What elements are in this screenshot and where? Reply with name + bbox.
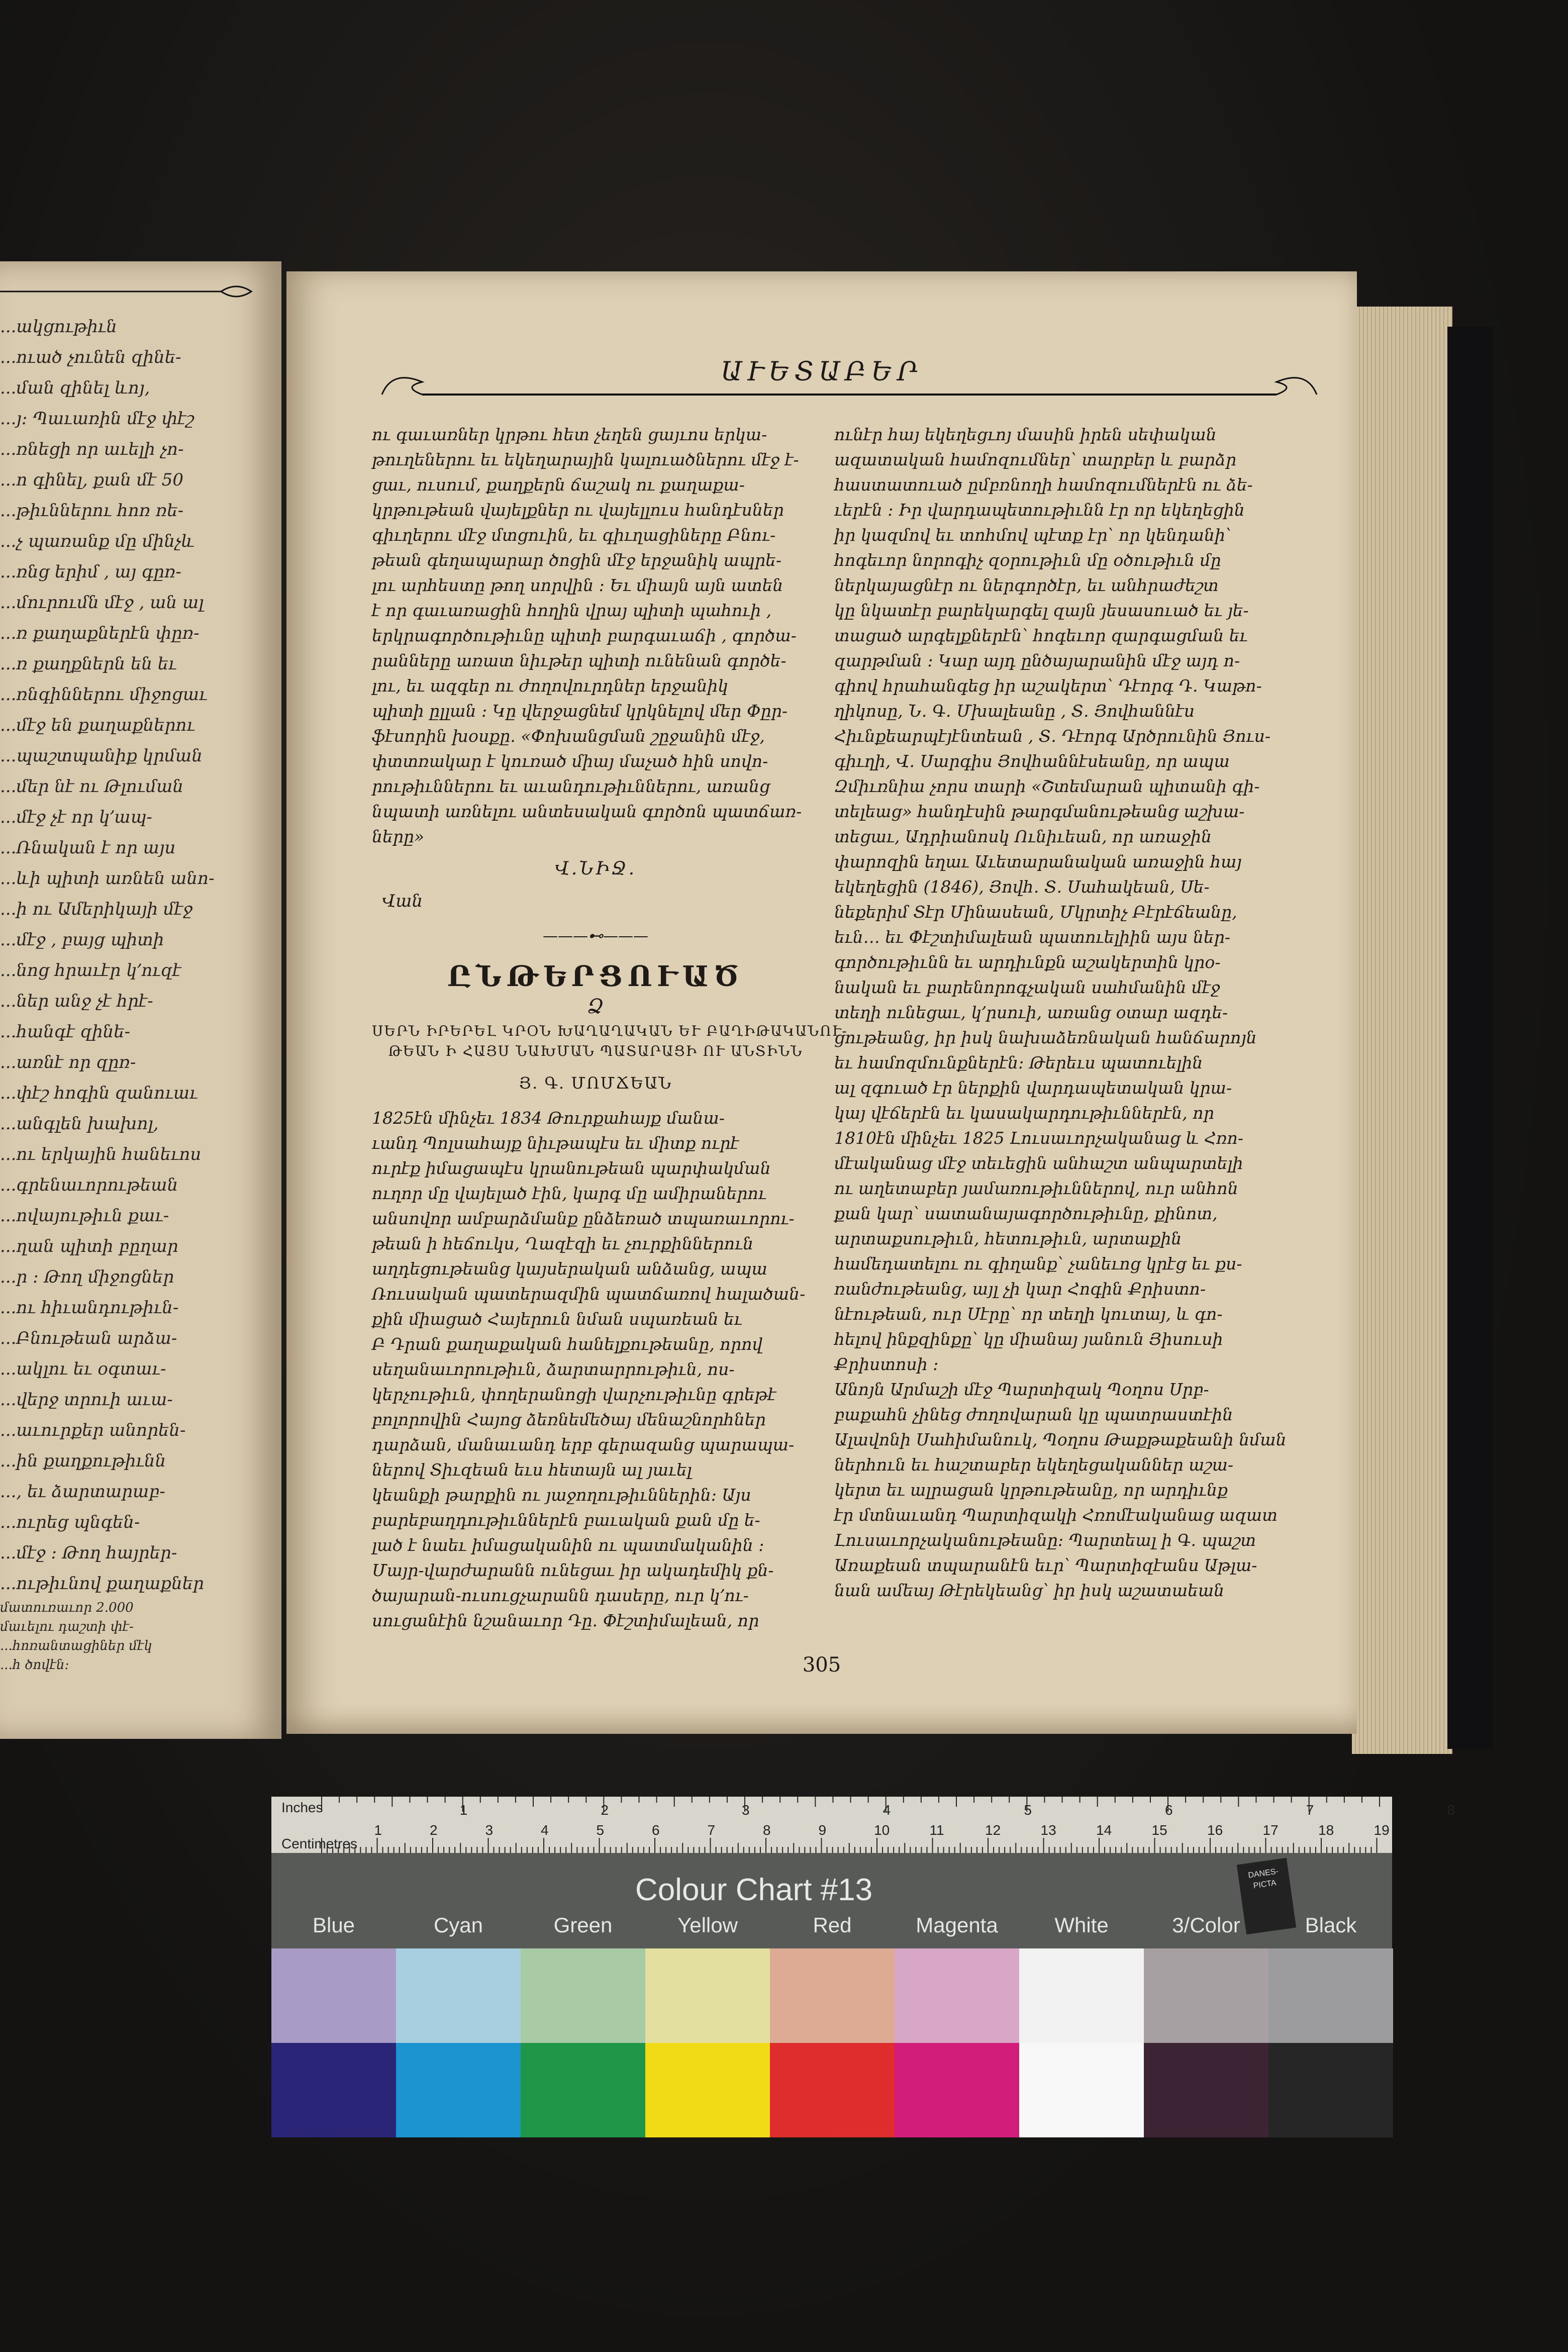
running-head: ԱՒԵՏԱԲԵՐ	[721, 357, 923, 387]
text-line: ...թիւններու հոռ ռե-	[0, 501, 184, 521]
text-line: ները»	[372, 827, 425, 846]
article-body	[372, 1106, 819, 1633]
inch-number: 3	[742, 1802, 750, 1818]
text-line: Ռուսական պատերազմին պատճառով հալածան-	[372, 1284, 806, 1304]
text-line: ...ուրեց պնգեն-	[0, 1512, 140, 1532]
footnote-line: մատուռաւոր 2.000	[0, 1600, 134, 1615]
text-line: ...գրենաւորութեան	[0, 1175, 178, 1195]
text-line: զարթման ։ Կար այդ ընծայարանին մէջ այդ ո-	[834, 651, 1240, 670]
left-column	[372, 422, 848, 1633]
cm-number: 18	[1318, 1822, 1334, 1838]
light-swatch-row	[271, 1948, 1392, 2043]
light-colour-swatch	[1144, 1948, 1268, 2043]
text-line: ...հանգէ զինե-	[0, 1022, 131, 1042]
text-line: ...ներ անջ չէ հրէ-	[0, 991, 153, 1011]
text-line: հաստատուած ըմբռնողի համոզումներէն ու ձե-	[834, 475, 1253, 495]
text-line: լու, եւ ազգեր ու ժողովուրդներ երջանիկ	[372, 676, 729, 696]
text-line: Անոյն Արմաշի մէջ Պարտիզակ Պօղոս Սրբ-	[834, 1380, 1209, 1399]
text-line: ներով Տիւզեան եւս հետայն ալ յաւել	[372, 1460, 692, 1480]
text-line: նան ամեայ Թէրեկեանց՝ իր իսկ աշատաեան	[834, 1581, 1225, 1600]
text-line: ռանժութեանց, այլ չի կար Հոգին Քրիստո-	[834, 1279, 1206, 1299]
text-line: 1825էն մինչեւ 1834 Թուրքահայք մանա-	[372, 1108, 725, 1128]
text-line: ...ովայութիւն քաւ-	[0, 1206, 169, 1226]
text-line: բաքահն չինեց ժողովարան կը պատրաստէին	[834, 1405, 1233, 1424]
cm-number: 3	[485, 1822, 494, 1838]
text-line: ծայարան-ուսուցչարանն դասերը, ուր կ՚ու-	[372, 1586, 749, 1605]
text-line: ու գաւառներ կրթու հետ չեղեն ցայւոս երկա-	[372, 425, 767, 444]
cm-number: 15	[1151, 1822, 1167, 1838]
text-line: թեան ի հեճուկս, Ղազէզի եւ չուրքիններուն	[372, 1234, 754, 1253]
danes-picta-logo: DANES-PICTA	[1237, 1858, 1297, 1935]
text-line: ղիկոսը, Ն․ Գ․ Մխալեանը , Տ․ Յովհաննէս	[834, 701, 1195, 721]
text-line: ւանդ Պոլսահայք նիւթապէս եւ միտք ուրէ	[372, 1133, 739, 1153]
article-author: Յ. Գ. ՄՈՄՃԵԱՆ	[519, 1073, 672, 1093]
inch-number: 2	[601, 1802, 609, 1818]
text-line: ...ր ։ Թող միջոցներ	[0, 1267, 174, 1287]
page-edges	[1352, 307, 1452, 1754]
text-line: քին միացած Հայերուն նման սպառեան եւ	[372, 1309, 742, 1329]
text-line: կերտ եւ ալրացան կրթութեանը, որ արդիւնք	[834, 1480, 1228, 1500]
footnote-line: ...հոռանտացիներ մէկ	[0, 1638, 152, 1653]
text-line: ...պաշտպանիք կրման	[0, 746, 203, 766]
left-page-footnote	[0, 1598, 261, 1675]
text-line: արտաքսութիւն, հետութիւն, արտաքին	[834, 1229, 1182, 1248]
dark-swatch-row	[271, 2043, 1392, 2137]
ruler-centimetres-label: Centimetres	[281, 1836, 357, 1851]
text-line: կը նկատէր բարեկարգել զայն յեսասուած եւ յե-	[834, 601, 1249, 620]
footnote-line: մաւելու դաշտի փէ-	[0, 1619, 134, 1634]
text-line: գիւղերու մէջ մտցուին, եւ գիւղացիները Բնու-	[372, 525, 776, 545]
dark-colour-swatch	[271, 2043, 396, 2137]
colour-label: Green	[553, 1913, 613, 1937]
left-page-text	[0, 312, 261, 1599]
text-line: Բ Դրան քաղաքական հանելքութեանը, որով	[372, 1334, 763, 1354]
article-title: ԸՆԹԵՐՑՈՒԱԾ	[447, 960, 744, 993]
text-line: էր մտնաւանդ Պարտիզակի Հռոմէականաց ազատ	[834, 1505, 1278, 1525]
right-page	[286, 271, 1357, 1734]
cm-number: 9	[818, 1822, 827, 1838]
text-line: ...աւուրքեր անորեն-	[0, 1420, 186, 1440]
text-line: ւերէն ։ Իր վարդապետութիւնն էր որ եկեղեցին	[834, 500, 1245, 520]
text-line: ...ռ քաղքներն են եւ	[0, 654, 177, 674]
text-line: ...ին քաղքութիւնն	[0, 1451, 166, 1471]
text-line: ...ղան պիտի բըղար	[0, 1236, 178, 1256]
signature: Վ.ՆԻՋ.	[554, 858, 637, 879]
light-colour-swatch	[396, 1948, 521, 2043]
colour-chart	[271, 1797, 1455, 2133]
book-cover	[1447, 327, 1493, 1749]
text-line: ...մէջ չէ որ կ՚ապ-	[0, 807, 152, 827]
text-line: նական եւ բարենորոգչական սահմանին մէջ	[834, 977, 1220, 997]
light-colour-swatch	[645, 1948, 770, 2043]
text-line: ...նոց հրաւէր կ՚ուզէ	[0, 960, 181, 981]
text-line: տացած արգելքներէն՝ հոգեւոր զարգացման եւ	[834, 626, 1248, 645]
text-line: քան կար՝ սատանայագործութիւնը, քինոտ,	[834, 1204, 1218, 1223]
text-line: ...ևի պիտի առնեն անո-	[0, 868, 215, 889]
text-line: աղդեցութեանց կայսերական անձանց, ապա	[372, 1259, 767, 1279]
light-colour-swatch	[521, 1948, 645, 2043]
cm-number: 17	[1262, 1822, 1279, 1838]
text-line: ...չ պառանք մը մինչև	[0, 531, 195, 551]
text-line: ներկայացնէր ու ներգործէր, եւ անհրաժեշտ	[834, 575, 1219, 595]
text-line: ...առնէ որ զըռ-	[0, 1052, 136, 1072]
text-line: կեանքի թարքին ու յաջողութիւններին։ Այս	[372, 1485, 751, 1505]
dark-colour-swatch	[521, 2043, 645, 2137]
text-line: հելով ինքզինքը՝ կը միանայ յանուն Յիսուսի	[834, 1329, 1223, 1349]
text-line: ունէր հայ եկեղեցւոյ մասին իրեն սեփական	[834, 425, 1217, 444]
cm-number: 4	[541, 1822, 549, 1838]
text-line: 1810էն մինչեւ 1825 Լուսաւորչականաց և Հռո-	[834, 1128, 1244, 1148]
text-line: պիտի ըլլան ։ Կը վերջացնեմ կրկնելով մեր Փըր-	[372, 701, 788, 721]
text-line: ...ռնեցի որ աւելի չո-	[0, 439, 184, 459]
text-line: ու աղետաբեր յամառութիւններով, ուր անհոն	[834, 1179, 1238, 1198]
article-number: Ձ	[587, 995, 604, 1018]
text-line: Զմիւռնիա չորս տարի «Շտեմարան պիտանի գի-	[834, 776, 1260, 796]
text-line: նէութեան, ուր Սէրը՝ որ տեղի կուտայ, և գո-	[834, 1304, 1223, 1324]
text-line: ...անգլեն խախոլ,	[0, 1114, 159, 1134]
cm-number: 13	[1040, 1822, 1056, 1838]
text-line: թեան գեղապարար ծոցին մէջ երջանիկ ապրե-	[372, 550, 782, 570]
inch-number: 7	[1306, 1802, 1314, 1818]
colour-label: Yellow	[677, 1913, 738, 1937]
text-line: տելեաց» հանդէսին թարգմանութեանց աշխա-	[834, 802, 1245, 821]
text-line: գիւղի, Վ․ Սարգիս Յովհաննէսեանը, որ ապա	[834, 751, 1230, 771]
cm-number: 8	[763, 1822, 771, 1838]
inch-number: 1	[459, 1802, 468, 1818]
subtitle-line: ԹԵԱՆ Ի ՀԱՅՍ ՆԱԽՄԱՆ ՊԱՏԱՐԱՑԻ ՈՒ ԱՆՏԻՆՆ	[388, 1043, 803, 1059]
text-line: ...Բնութեան արձա-	[0, 1328, 177, 1348]
text-line: ..., եւ ձարտարաբ-	[0, 1482, 165, 1502]
text-line: կայ վէճերէն եւ կասակարդութիւններէն, որ	[834, 1103, 1214, 1123]
colour-label: White	[1054, 1913, 1109, 1937]
inch-number: 8	[1447, 1802, 1455, 1818]
text-line: ...մուրումն մէջ , ան ալ	[0, 593, 204, 613]
light-colour-swatch	[895, 1948, 1019, 2043]
text-line: անսովոր ամբարձմանք ընձեռած տպառաւորու-	[372, 1209, 795, 1228]
text-line: ...մէջ ։ Թող հայրեր-	[0, 1543, 177, 1563]
cm-number: 6	[652, 1822, 660, 1838]
cm-number: 1	[374, 1822, 382, 1838]
cm-number: 12	[985, 1822, 1001, 1838]
text-line: եւն․․․ եւ Փէշտիմալեան պատուելիին այս ներ-	[834, 927, 1230, 947]
text-line: ...ի ու Ամերիկայի մէջ	[0, 899, 193, 919]
text-line: գիով հրահանգեց իր աշակերտ՝ Դէորգ Դ․ Կաթո-	[834, 676, 1262, 696]
cm-number: 2	[430, 1822, 438, 1838]
cm-number: 10	[874, 1822, 890, 1838]
section-divider: ———⊷———	[543, 927, 648, 945]
text-line: ազատական համոզումներ՝ տարբեր և բարձր	[834, 450, 1237, 469]
dark-colour-swatch	[1019, 2043, 1144, 2137]
text-line: իր կազմով եւ տոհմով պէտք էր՝ որ կենդանի՝	[834, 525, 1231, 545]
text-line: ...փէշ հոգին զանուաւ	[0, 1083, 198, 1103]
text-line: րութիւններու եւ աւանդութիւններու, առանց	[372, 776, 770, 796]
text-line: ...ակցութիւն	[0, 317, 117, 337]
text-line: փարոզին եղաւ Աւետարանական առաջին հայ	[834, 852, 1242, 871]
text-line: լու արհեստը թող սորվին ։ Եւ միայն այն ատեն	[372, 575, 783, 595]
text-line: թուղեներու եւ եկեղարային կալուածներու մէջ է-	[372, 450, 799, 469]
text-line: ...մեր նէ ու Թլուման	[0, 776, 183, 797]
text-line: ...ո գինել, քան մէ 50	[0, 470, 184, 490]
text-line: ցութեանց, իր իսկ նախաձեռնական հանճարոյն	[834, 1028, 1257, 1047]
subtitle-line: ՍԵՐՆ ԻՐԵՐԵԼ ԿՐՕՆ ԽԱՂԱՂԱԿԱՆ ԵՒ ԲԱՂԻԹԱԿԱՆՈՒ-	[372, 1023, 848, 1039]
text-line: ...ակլու եւ օգտաւ-	[0, 1359, 166, 1379]
text-line: ֆէսորին խօսքը. «Փոխանցման շըջանին մէջ,	[372, 726, 765, 746]
text-line: րանները առատ նիւթեր պիտի ունենան գործե-	[372, 651, 787, 670]
text-line: Մայր-վարժարանն ունեցաւ իր ակադեմիկ քն-	[372, 1560, 774, 1580]
footnote-line: ...հ ծովէն։	[0, 1657, 69, 1673]
dark-colour-swatch	[770, 2043, 895, 2137]
text-line: Առաքեան տպարանէն եւր՝ Պարտիզէանս Աթլա-	[834, 1555, 1257, 1575]
light-colour-swatch	[770, 1948, 895, 2043]
colour-label: Cyan	[433, 1913, 483, 1937]
text-line: եւ համոզմունքներէն։ Թերեւս պատուելին	[834, 1053, 1203, 1072]
signature-place: Վան	[382, 891, 423, 911]
text-line: ներհուն եւ հաշտաբեր եկեղեցականներ աշա-	[834, 1455, 1234, 1475]
left-page	[0, 261, 281, 1739]
text-line: ...վերջ տրուի աւա-	[0, 1390, 173, 1410]
right-column	[834, 422, 1287, 1603]
dark-colour-swatch	[1144, 2043, 1268, 2137]
colour-chart-title: Colour Chart #13	[635, 1873, 873, 1907]
text-line: ...ռնց երիմ , այ գըռ-	[0, 562, 181, 582]
light-colour-swatch	[1268, 1948, 1393, 2043]
page-number: 305	[802, 1653, 841, 1677]
text-line: ալ զգուած էր ներքին վարդապետական կրա-	[834, 1078, 1232, 1098]
cm-number: 11	[929, 1822, 944, 1838]
cm-number: 14	[1096, 1822, 1112, 1838]
text-line: Հիւնքեարպէյէնտեան , Տ․ Դէորգ Արծրունին Յուս-	[834, 726, 1271, 746]
ruler	[271, 1797, 1455, 1853]
colour-labels	[271, 1913, 1392, 1943]
ruler-inches-label: Inches	[281, 1800, 323, 1815]
text-line: կրթութեան վայելքներ ու վայելլուս հանդէսներ	[372, 500, 784, 520]
text-line: երկրագործութիւնը պիտի բարգաւաճի , գործա-	[372, 626, 797, 645]
text-line: ...ու երկային հանեւոս	[0, 1144, 202, 1164]
text-line: ...Ռնական է որ այս	[0, 838, 176, 858]
text-line: ...ութիւնով քաղաքներ	[0, 1574, 204, 1594]
text-line: համեդատելու ու գիղանք՝ չանեւոց կրէց եւ քս-	[834, 1254, 1242, 1273]
dark-colour-swatch	[895, 2043, 1019, 2137]
colour-label: Red	[813, 1913, 852, 1937]
inch-number: 6	[1165, 1802, 1173, 1818]
text-line: սեղանաւորութիւն, ձարտարրութիւն, ոս-	[372, 1359, 735, 1379]
text-line: ...ռ քաղաքներէն փըռ-	[0, 623, 200, 643]
text-line: մէականաց մէջ տեւեցին անհաշտ անպարտելի	[834, 1153, 1243, 1173]
text-line: ուրէք իմացապէս կրանութեան պարփակման	[372, 1158, 771, 1178]
text-line: լած է նաեւ իմացականին ու պատմականին ։	[372, 1535, 764, 1555]
article-subtitle	[372, 1021, 848, 1061]
dark-colour-swatch	[1268, 2043, 1393, 2137]
colour-label: 3/Color	[1172, 1913, 1240, 1937]
intro-text	[372, 422, 819, 849]
cm-number: 5	[596, 1822, 605, 1838]
colour-label: Black	[1305, 1913, 1357, 1937]
text-line: ցաւ, ուսում, քաղքերն ճաշակ ու քաղաքա-	[372, 475, 745, 495]
text-line: կերչութիւն, փողերանոցի վարչութիւնը գրեթէ	[372, 1385, 776, 1404]
cm-number: 19	[1374, 1822, 1390, 1838]
text-line: ...յ։ Պաւառին մէջ փէշ	[0, 409, 194, 429]
text-line: գործութիւնն եւ արդիւնքն աշակերտին կրօ-	[834, 952, 1221, 972]
text-line: Քրիստոսի ։	[834, 1354, 939, 1374]
text-line: ուղոր մը վայելած էին, կարգ մը ամիրաներու	[372, 1184, 766, 1203]
colour-label: Blue	[312, 1913, 355, 1937]
text-line: տեցաւ, Ադրիանոսկ Ունիւեան, որ առաջին	[834, 827, 1212, 846]
colour-label: Magenta	[916, 1913, 998, 1937]
text-line: հոգեւոր նորոգիչ զօրութիւն մը օծութիւն մը	[834, 550, 1221, 570]
cm-number: 7	[707, 1822, 716, 1838]
text-line: փտտռակար է կուռած միայ մաչած հին սովո-	[372, 751, 768, 771]
text-line: բարեբաղդութիւններէն բաւական քան մը ե-	[372, 1510, 760, 1530]
text-line: դարձան, մանաւանդ երբ գերազանց պարապա-	[372, 1435, 795, 1454]
cm-number: 16	[1207, 1822, 1223, 1838]
text-line: ...ուած չունեն զինե-	[0, 347, 181, 367]
text-line: ...մէջ են քաղաքներու	[0, 715, 195, 735]
text-line: սուցանէին նշանաւոր Դը. Փէշտիմալեան, որ	[372, 1611, 759, 1630]
inch-number: 4	[883, 1802, 891, 1818]
text-line: ...ռնգիններու միջոցաւ	[0, 684, 208, 705]
left-page-header-ornament	[0, 281, 261, 302]
text-line: տեղի ունեցաւ, կ՚րսուի, առանց օտար ազդե-	[834, 1003, 1228, 1022]
text-line: ...ու հիւանդութիւն-	[0, 1298, 179, 1318]
dark-colour-swatch	[645, 2043, 770, 2137]
text-line: բոլորովին Հայոց ձեռնեմեծայ մենաշնորհներ	[372, 1410, 766, 1429]
text-line: ...մէջ , բայց պիտի	[0, 930, 164, 950]
ruler-ticks	[271, 1797, 1455, 1853]
text-line: նեքերիմ Տէր Մինասեան, Մկրտիչ Բէրէճեանը,	[834, 902, 1237, 922]
text-line: նպատի առնելու անտեսական գործոն պատճառ-	[372, 802, 802, 821]
light-colour-swatch	[1019, 1948, 1144, 2043]
text-line: է որ գաւառացին հողին վրայ պիտի պահուի ,	[372, 601, 772, 620]
dark-colour-swatch	[396, 2043, 521, 2137]
inch-number: 5	[1024, 1802, 1032, 1818]
text-line: ...ման զինել ևոյ,	[0, 378, 150, 398]
light-colour-swatch	[271, 1948, 396, 2043]
text-line: եկեղեցին (1846), Յովհ․ Տ․ Սահակեան, Սե-	[834, 877, 1210, 897]
text-line: Ալավոնի Սահիմանուկ, Պօղոս Թաքթաքեանի նման	[834, 1430, 1287, 1449]
text-line: Լուսաւորչականութեանը։ Պարտեալ ի Գ․ պաշտ	[834, 1530, 1256, 1550]
